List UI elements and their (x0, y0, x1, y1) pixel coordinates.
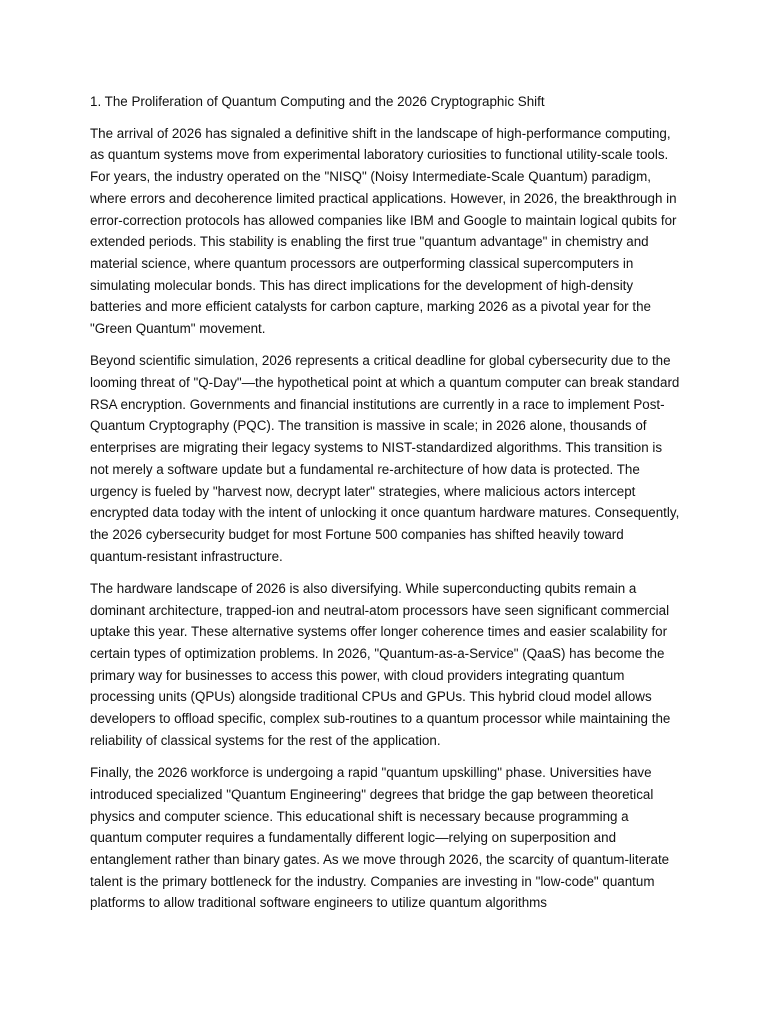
paragraph-3: The hardware landscape of 2026 is also diversifying. While superconducting qubits remain a dominant architecture, trapped-ion and neutral-atom processors have seen significant commercial uptake this year. These alternative systems offer longer coherence times and easier scalability for certain types of optimization problems. In 2026, "Quantum-as-a-Service" (QaaS) has become the primary way for businesses to access this power, with cloud providers integrating quantum processing units (QPUs) alongside traditional CPUs and GPUs. This hybrid cloud model allows developers to offload specific, complex sub-routines to a quantum processor while maintaining the reliability of classical systems for the rest of the application. (90, 580, 671, 748)
document-page (90, 91, 680, 925)
section-heading: 1. The Proliferation of Quantum Computing and the 2026 Cryptographic Shift (90, 94, 545, 109)
paragraph-2: Beyond scientific simulation, 2026 represents a critical deadline for global cybersecurity due to the looming threat of "Q-Day"—the hypothetical point at which a quantum computer can break standard RSA encryption. Governments and financial institutions are currently in a race to implement Post-Quantum Cryptography (PQC). The transition is massive in scale; in 2026 alone, thousands of enterprises are migrating their legacy systems to NIST-standardized algorithms. This transition is not merely a software update but a fundamental re-architecture of how data is protected. The urgency is fueled by "harvest now, decrypt later" strategies, where malicious actors intercept encrypted data today with the intent of unlocking it once quantum hardware matures. Consequently, the 2026 cybersecurity budget for most Fortune 500 companies has shifted heavily toward quantum-resistant infrastructure. (90, 353, 680, 564)
paragraph-4: Finally, the 2026 workforce is undergoing a rapid "quantum upskilling" phase. Universities have introduced specialized "Quantum Engineering" degrees that bridge the gap between theoretical physics and computer science. This educational shift is necessary because programming a quantum computer requires a fundamentally different logic—relying on superposition and entanglement rather than binary gates. As we move through 2026, the scarcity of quantum-literate talent is the primary bottleneck for the industry. Companies are investing in "low-code" quantum platforms to allow traditional software engineers to utilize quantum algorithms (90, 765, 670, 911)
paragraph-1: The arrival of 2026 has signaled a definitive shift in the landscape of high-performance computing, as quantum systems move from experimental laboratory curiosities to functional utility-scale tools. For years, the industry operated on the "NISQ" (Noisy Intermediate-Scale Quantum) paradigm, where errors and decoherence limited practical applications. However, in 2026, the breakthrough in error-correction protocols has allowed companies like IBM and Google to maintain logical qubits for extended periods. This stability is enabling the first true "quantum advantage" in chemistry and material science, where quantum processors are outperforming classical supercomputers in simulating molecular bonds. This has direct implications for the development of high-density batteries and more efficient catalysts for carbon capture, marking 2026 as a pivotal year for the "Green Quantum" movement. (90, 125, 677, 337)
